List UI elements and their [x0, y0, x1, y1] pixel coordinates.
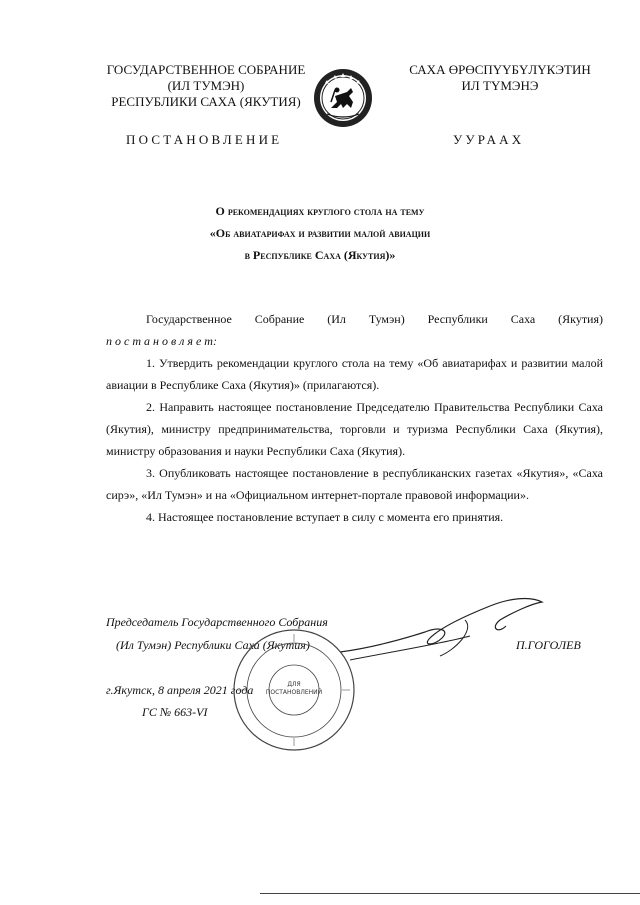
header-left-line-2: (ИЛ ТУМЭН) [167, 78, 245, 93]
header-left-line-1: ГОСУДАРСТВЕННОЕ СОБРАНИЕ [106, 62, 306, 77]
bottom-rule [260, 893, 640, 894]
header-right-line-1: САХА ӨРӨСПҮҮБҮЛҮКЭТИН [409, 62, 591, 77]
doc-type-right: УУРААХ [453, 132, 525, 147]
header-left [96, 62, 316, 110]
official-stamp [232, 628, 356, 752]
intro-line: Государственное Собрание (Ил Тумэн) Республики Саха (Якутия) [146, 312, 603, 326]
item-3: 3. Опубликовать настоящее постановление в республиканских газетах «Якутия», «Саха сирэ», «Ил Тумэн» и на «Официальном интернет-портале правовой информации». [106, 466, 603, 502]
place-date: г.Якутск, 8 апреля 2021 года [106, 683, 254, 697]
signatory-position-line-1: Председатель Государственного Собрания [106, 615, 328, 629]
document-body [106, 308, 603, 528]
header-right [390, 62, 610, 94]
stamp-center-line-1: ДЛЯ [287, 681, 301, 688]
handwritten-signature [330, 590, 550, 670]
item-2: 2. Направить настоящее постановление Председателю Правительства Республики Саха (Якутия), министру предпринимательства, торговли и туризма Республики Саха (Якутия), министру образования и науки Республики Саха (Якутия). [106, 400, 603, 458]
header-left-line-3: РЕСПУБЛИКИ САХА (ЯКУТИЯ) [111, 94, 301, 109]
resolves-line: п о с т а н о в л я е т: [106, 334, 217, 348]
signatory-position-line-2: (Ил Тумэн) Республики Саха (Якутия) [116, 638, 310, 652]
doc-type-left: ПОСТАНОВЛЕНИЕ [126, 132, 283, 147]
item-4: 4. Настоящее постановление вступает в силу с момента его принятия. [146, 510, 504, 524]
title-line-2: «Об авиатарифах и развитии малой авиации [209, 226, 431, 240]
signatory-name: П.ГОГОЛЕВ [516, 638, 581, 652]
header-right-line-2: ИЛ ТҮМЭНЭ [461, 78, 539, 93]
republic-emblem [313, 68, 373, 128]
document-number: ГС № 663-VI [142, 705, 208, 719]
document-title [150, 200, 490, 266]
stamp-center-line-2: ПОСТАНОВЛЕНИЙ [265, 689, 323, 696]
title-line-3: в Республике Саха (Якутия)» [244, 248, 396, 262]
title-line-1: О рекомендациях круглого стола на тему [215, 204, 425, 218]
item-1: 1. Утвердить рекомендации круглого стола на тему «Об авиатарифах и развитии малой авиации в Республике Саха (Якутия)» (прилагаются). [106, 356, 603, 392]
